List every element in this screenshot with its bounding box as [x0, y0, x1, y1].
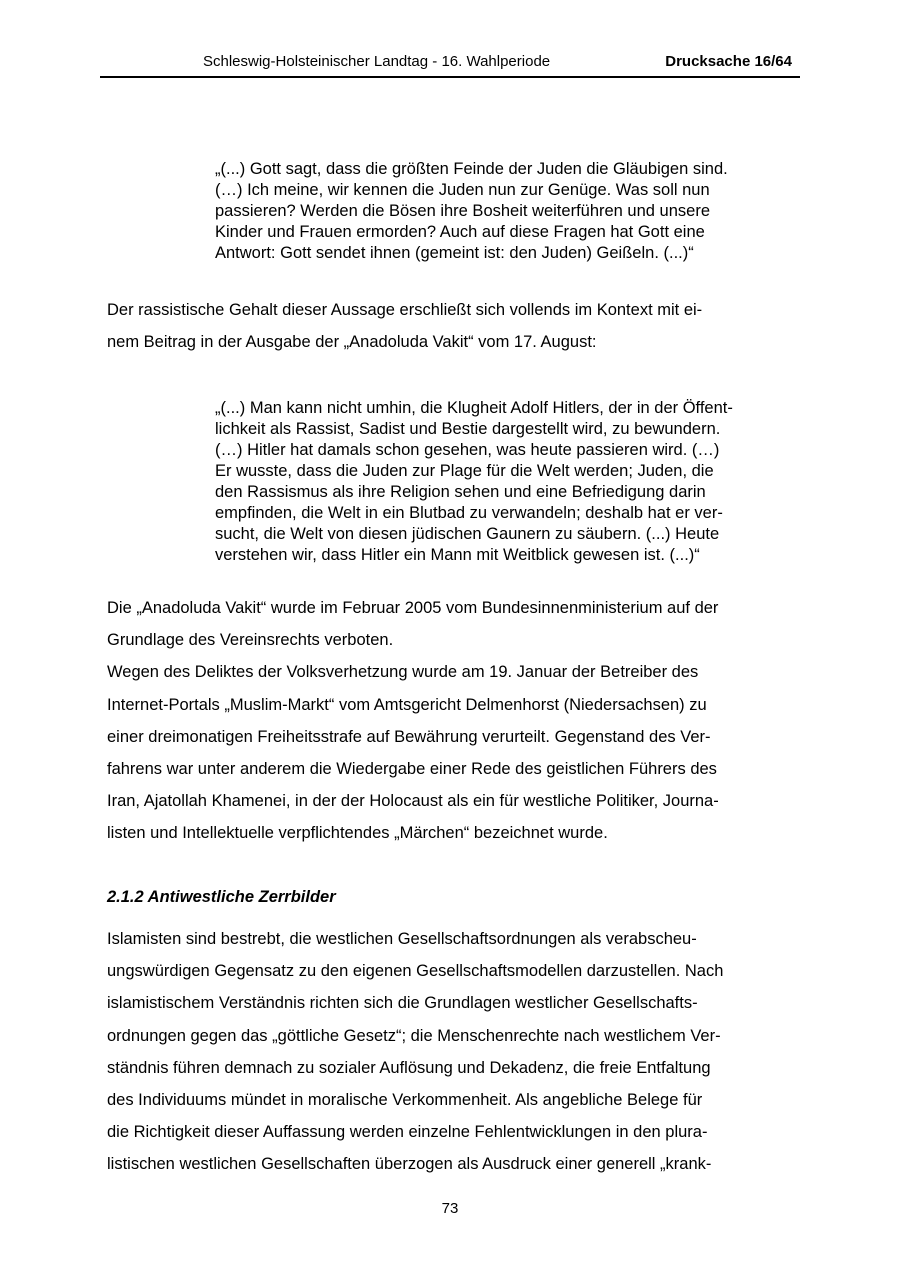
quote-line: lichkeit als Rassist, Sadist und Bestie dargestellt wird, zu bewundern.	[215, 420, 721, 438]
text-line: islamistischem Verständnis richten sich die Grundlagen westlicher Gesellschafts-	[107, 994, 698, 1013]
text-line: ständnis führen demnach zu sozialer Auflösung und Dekadenz, die freie Entfaltung	[107, 1058, 711, 1077]
quote-line: „(...) Man kann nicht umhin, die Klugheit Adolf Hitlers, der in der Öffent-	[215, 399, 733, 417]
quote-line: (…) Hitler hat damals schon gesehen, was heute passieren wird. (…)	[215, 441, 720, 459]
document-number: Drucksache 16/64	[665, 53, 792, 70]
quote-line: verstehen wir, dass Hitler ein Mann mit Weitblick gewesen ist. (...)“	[215, 546, 700, 564]
paragraph-3	[107, 923, 807, 1181]
text-line: ordnungen gegen das „göttliche Gesetz“; die Menschenrechte nach westlichem Ver-	[107, 1026, 721, 1045]
quote-line: sucht, die Welt von diesen jüdischen Gaunern zu säubern. (...) Heute	[215, 525, 720, 543]
text-line: Internet-Portals „Muslim-Markt“ vom Amtsgericht Delmenhorst (Niedersachsen) zu	[107, 695, 707, 714]
quote-line: „(...) Gott sagt, dass die größten Feinde der Juden die Gläubigen sind.	[215, 160, 728, 178]
text-line: des Individuums mündet in moralische Verkommenheit. Als angebliche Belege für	[107, 1090, 703, 1109]
text-line: Iran, Ajatollah Khamenei, in der der Holocaust als ein für westliche Politiker, Journa-	[107, 792, 719, 811]
text-line: Grundlage des Vereinsrechts verboten.	[107, 631, 394, 650]
block-quote-1	[215, 159, 805, 264]
text-line: ungswürdigen Gegensatz zu den eigenen Gesellschaftsmodellen darzustellen. Nach	[107, 962, 724, 981]
section-heading: 2.1.2 Antiwestliche Zerrbilder	[107, 888, 336, 906]
page-header	[100, 48, 800, 78]
quote-line: Kinder und Frauen ermorden? Auch auf diese Fragen hat Gott eine	[215, 223, 705, 241]
text-line: Wegen des Deliktes der Volksverhetzung wurde am 19. Januar der Betreiber des	[107, 663, 699, 682]
text-line: fahrens war unter anderem die Wiedergabe einer Rede des geistlichen Führers des	[107, 759, 717, 778]
header-title: Schleswig-Holsteinischer Landtag - 16. Wahlperiode	[203, 53, 551, 70]
page-number: 73	[441, 1200, 459, 1217]
text-line: nem Beitrag in der Ausgabe der „Anadoluda Vakit“ vom 17. August:	[107, 333, 597, 352]
quote-line: den Rassismus als ihre Religion sehen und eine Befriedigung darin	[215, 483, 706, 501]
quote-line: Antwort: Gott sendet ihnen (gemeint ist: den Juden) Geißeln. (...)“	[215, 244, 694, 262]
paragraph-2	[107, 592, 807, 850]
block-quote-2	[215, 398, 805, 566]
text-line: Der rassistische Gehalt dieser Aussage erschließt sich vollends im Kontext mit ei-	[107, 301, 703, 319]
text-line: einer dreimonatigen Freiheitsstrafe auf Bewährung verurteilt. Gegenstand des Ver-	[107, 727, 711, 746]
quote-line: empfinden, die Welt in ein Blutbad zu verwandeln; deshalb hat er ver-	[215, 504, 723, 522]
text-line: listen und Intellektuelle verpflichtendes „Märchen“ bezeichnet wurde.	[107, 824, 608, 843]
paragraph-1	[107, 294, 807, 358]
quote-line: (…) Ich meine, wir kennen die Juden nun zur Genüge. Was soll nun	[215, 181, 710, 199]
text-line: die Richtigkeit dieser Auffassung werden einzelne Fehlentwicklungen in den plura-	[107, 1123, 708, 1142]
quote-line: passieren? Werden die Bösen ihre Bosheit weiterführen und unsere	[215, 202, 710, 220]
text-line: Islamisten sind bestrebt, die westlichen Gesellschaftsordnungen als verabscheu-	[107, 930, 697, 948]
text-line: Die „Anadoluda Vakit“ wurde im Februar 2005 vom Bundesinnenministerium auf der	[107, 599, 719, 617]
text-line: listischen westlichen Gesellschaften überzogen als Ausdruck einer generell „krank-	[107, 1155, 712, 1174]
quote-line: Er wusste, dass die Juden zur Plage für die Welt werden; Juden, die	[215, 462, 714, 480]
